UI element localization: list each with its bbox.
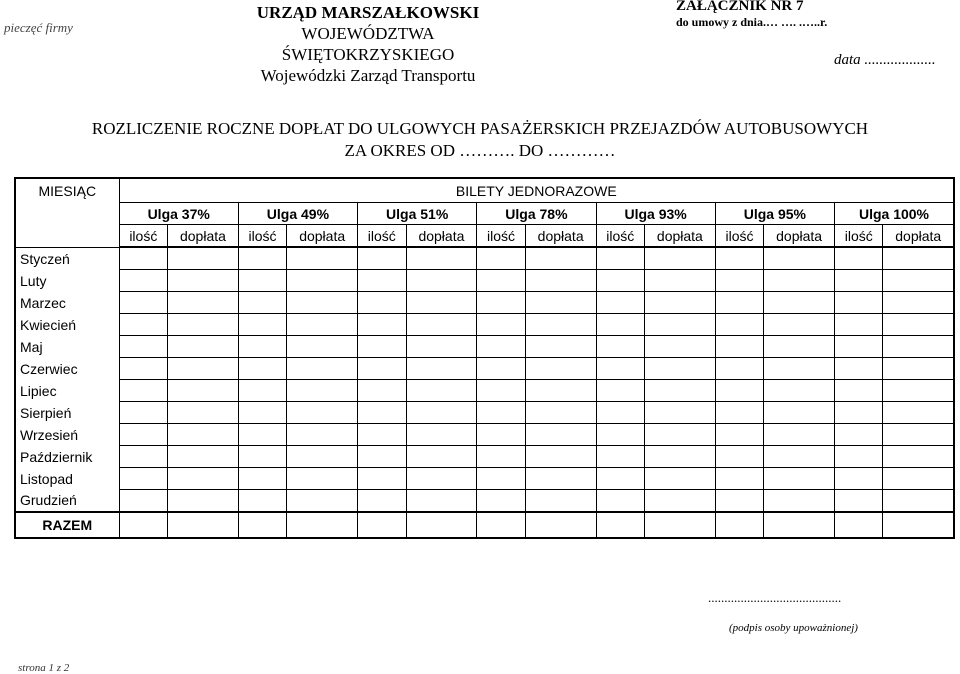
quantity-cell[interactable] bbox=[119, 424, 168, 446]
surcharge-cell[interactable] bbox=[406, 490, 477, 513]
quantity-cell[interactable] bbox=[834, 402, 883, 424]
surcharge-cell[interactable] bbox=[645, 490, 716, 513]
annex-info bbox=[676, 0, 827, 30]
month-row bbox=[15, 358, 954, 380]
quantity-cell[interactable] bbox=[834, 270, 883, 292]
quantity-cell[interactable] bbox=[715, 402, 764, 424]
surcharge-cell[interactable] bbox=[287, 247, 358, 270]
quantity-cell[interactable] bbox=[834, 314, 883, 336]
surcharge-subheader: dopłata bbox=[764, 225, 835, 248]
total-surcharge-cell[interactable] bbox=[168, 512, 239, 538]
quantity-subheader: ilość bbox=[119, 225, 168, 248]
surcharge-cell[interactable] bbox=[168, 314, 239, 336]
month-label: Listopad bbox=[15, 468, 119, 490]
quantity-cell[interactable] bbox=[834, 247, 883, 270]
quantity-cell[interactable] bbox=[477, 292, 526, 314]
quantity-cell[interactable] bbox=[596, 446, 645, 468]
month-label: Lipiec bbox=[15, 380, 119, 402]
quantity-cell[interactable] bbox=[834, 292, 883, 314]
surcharge-cell[interactable] bbox=[764, 380, 835, 402]
quantity-cell[interactable] bbox=[238, 380, 287, 402]
quantity-subheader: ilość bbox=[834, 225, 883, 248]
month-row bbox=[15, 490, 954, 513]
quantity-cell[interactable] bbox=[119, 314, 168, 336]
surcharge-cell[interactable] bbox=[525, 402, 596, 424]
month-row bbox=[15, 247, 954, 270]
quantity-cell[interactable] bbox=[596, 402, 645, 424]
surcharge-cell[interactable] bbox=[764, 424, 835, 446]
surcharge-cell[interactable] bbox=[883, 490, 954, 513]
header-row-subcolumns bbox=[15, 225, 954, 248]
total-quantity-cell[interactable] bbox=[119, 512, 168, 538]
surcharge-cell[interactable] bbox=[406, 358, 477, 380]
month-row bbox=[15, 314, 954, 336]
single-tickets-header: BILETY JEDNORAZOWE bbox=[119, 178, 954, 203]
quantity-cell[interactable] bbox=[715, 446, 764, 468]
quantity-cell[interactable] bbox=[358, 270, 407, 292]
month-header-spacer bbox=[15, 225, 119, 248]
surcharge-cell[interactable] bbox=[406, 314, 477, 336]
quantity-cell[interactable] bbox=[834, 446, 883, 468]
surcharge-cell[interactable] bbox=[645, 380, 716, 402]
surcharge-cell[interactable] bbox=[287, 358, 358, 380]
surcharge-cell[interactable] bbox=[406, 446, 477, 468]
quantity-subheader: ilość bbox=[596, 225, 645, 248]
discount-header: Ulga 100% bbox=[834, 203, 954, 225]
quantity-cell[interactable] bbox=[238, 358, 287, 380]
quantity-cell[interactable] bbox=[834, 468, 883, 490]
surcharge-cell[interactable] bbox=[525, 358, 596, 380]
quantity-cell[interactable] bbox=[477, 336, 526, 358]
surcharge-cell[interactable] bbox=[764, 490, 835, 513]
signature-line: ......................................... bbox=[708, 590, 842, 605]
surcharge-cell[interactable] bbox=[645, 424, 716, 446]
quantity-cell[interactable] bbox=[119, 468, 168, 490]
quantity-cell[interactable] bbox=[238, 336, 287, 358]
surcharge-cell[interactable] bbox=[168, 270, 239, 292]
quantity-cell[interactable] bbox=[477, 424, 526, 446]
surcharge-cell[interactable] bbox=[645, 292, 716, 314]
total-quantity-cell[interactable] bbox=[358, 512, 407, 538]
quantity-subheader: ilość bbox=[358, 225, 407, 248]
office-line-2: WOJEWÓDZTWA bbox=[301, 24, 435, 43]
month-label: Czerwiec bbox=[15, 358, 119, 380]
quantity-cell[interactable] bbox=[715, 358, 764, 380]
surcharge-cell[interactable] bbox=[406, 336, 477, 358]
total-quantity-cell[interactable] bbox=[477, 512, 526, 538]
quantity-subheader: ilość bbox=[477, 225, 526, 248]
surcharge-cell[interactable] bbox=[883, 358, 954, 380]
surcharge-cell[interactable] bbox=[287, 490, 358, 513]
surcharge-cell[interactable] bbox=[764, 468, 835, 490]
quantity-cell[interactable] bbox=[477, 402, 526, 424]
surcharge-cell[interactable] bbox=[764, 247, 835, 270]
month-row bbox=[15, 380, 954, 402]
page-number: strona 1 z 2 bbox=[18, 662, 70, 674]
surcharge-cell[interactable] bbox=[406, 424, 477, 446]
quantity-cell[interactable] bbox=[358, 446, 407, 468]
surcharge-cell[interactable] bbox=[168, 336, 239, 358]
quantity-cell[interactable] bbox=[596, 247, 645, 270]
quantity-cell[interactable] bbox=[834, 358, 883, 380]
surcharge-subheader: dopłata bbox=[168, 225, 239, 248]
month-label: Grudzień bbox=[15, 490, 119, 513]
total-surcharge-cell[interactable] bbox=[406, 512, 477, 538]
surcharge-cell[interactable] bbox=[287, 336, 358, 358]
surcharge-cell[interactable] bbox=[883, 380, 954, 402]
quantity-cell[interactable] bbox=[834, 380, 883, 402]
surcharge-cell[interactable] bbox=[764, 402, 835, 424]
office-line-4: Wojewódzki Zarząd Transportu bbox=[260, 66, 476, 85]
surcharge-cell[interactable] bbox=[764, 336, 835, 358]
surcharge-cell[interactable] bbox=[883, 446, 954, 468]
total-quantity-cell[interactable] bbox=[596, 512, 645, 538]
quantity-cell[interactable] bbox=[119, 490, 168, 513]
quantity-cell[interactable] bbox=[715, 314, 764, 336]
surcharge-cell[interactable] bbox=[645, 336, 716, 358]
surcharge-cell[interactable] bbox=[406, 402, 477, 424]
quantity-cell[interactable] bbox=[477, 380, 526, 402]
quantity-cell[interactable] bbox=[715, 424, 764, 446]
quantity-cell[interactable] bbox=[596, 380, 645, 402]
quantity-cell[interactable] bbox=[358, 314, 407, 336]
quantity-cell[interactable] bbox=[119, 358, 168, 380]
surcharge-cell[interactable] bbox=[883, 292, 954, 314]
quantity-cell[interactable] bbox=[238, 446, 287, 468]
surcharge-cell[interactable] bbox=[406, 292, 477, 314]
quantity-cell[interactable] bbox=[358, 380, 407, 402]
surcharge-cell[interactable] bbox=[764, 358, 835, 380]
surcharge-cell[interactable] bbox=[645, 314, 716, 336]
surcharge-cell[interactable] bbox=[883, 468, 954, 490]
surcharge-cell[interactable] bbox=[764, 446, 835, 468]
quantity-cell[interactable] bbox=[834, 336, 883, 358]
surcharge-cell[interactable] bbox=[406, 247, 477, 270]
settlement-table bbox=[14, 177, 955, 539]
surcharge-cell[interactable] bbox=[287, 468, 358, 490]
total-quantity-cell[interactable] bbox=[238, 512, 287, 538]
surcharge-cell[interactable] bbox=[645, 468, 716, 490]
surcharge-subheader: dopłata bbox=[645, 225, 716, 248]
quantity-cell[interactable] bbox=[238, 270, 287, 292]
header-row-discounts bbox=[15, 203, 954, 225]
surcharge-subheader: dopłata bbox=[883, 225, 954, 248]
total-surcharge-cell[interactable] bbox=[645, 512, 716, 538]
quantity-cell[interactable] bbox=[596, 292, 645, 314]
discount-header: Ulga 37% bbox=[119, 203, 238, 225]
quantity-cell[interactable] bbox=[238, 490, 287, 513]
quantity-cell[interactable] bbox=[358, 247, 407, 270]
quantity-cell[interactable] bbox=[596, 490, 645, 513]
quantity-cell[interactable] bbox=[358, 402, 407, 424]
surcharge-cell[interactable] bbox=[406, 270, 477, 292]
office-line-1: URZĄD MARSZAŁKOWSKI bbox=[256, 3, 480, 22]
surcharge-cell[interactable] bbox=[883, 314, 954, 336]
document-title bbox=[0, 118, 960, 162]
discount-header: Ulga 78% bbox=[477, 203, 596, 225]
surcharge-subheader: dopłata bbox=[525, 225, 596, 248]
quantity-cell[interactable] bbox=[119, 247, 168, 270]
quantity-cell[interactable] bbox=[238, 247, 287, 270]
total-surcharge-cell[interactable] bbox=[883, 512, 954, 538]
quantity-cell[interactable] bbox=[715, 468, 764, 490]
month-label: Maj bbox=[15, 336, 119, 358]
quantity-cell[interactable] bbox=[715, 380, 764, 402]
surcharge-cell[interactable] bbox=[168, 292, 239, 314]
quantity-cell[interactable] bbox=[477, 468, 526, 490]
quantity-cell[interactable] bbox=[715, 247, 764, 270]
surcharge-cell[interactable] bbox=[287, 446, 358, 468]
quantity-cell[interactable] bbox=[596, 314, 645, 336]
surcharge-subheader: dopłata bbox=[406, 225, 477, 248]
surcharge-cell[interactable] bbox=[168, 468, 239, 490]
quantity-cell[interactable] bbox=[119, 380, 168, 402]
surcharge-cell[interactable] bbox=[525, 292, 596, 314]
annex-title: ZAŁĄCZNIK NR 7 bbox=[676, 0, 804, 14]
month-label: Luty bbox=[15, 270, 119, 292]
surcharge-cell[interactable] bbox=[525, 468, 596, 490]
quantity-cell[interactable] bbox=[596, 358, 645, 380]
surcharge-cell[interactable] bbox=[525, 314, 596, 336]
surcharge-cell[interactable] bbox=[168, 402, 239, 424]
surcharge-cell[interactable] bbox=[287, 270, 358, 292]
quantity-cell[interactable] bbox=[119, 336, 168, 358]
title-line-2: ZA OKRES OD ………. DO ………… bbox=[344, 141, 616, 160]
quantity-cell[interactable] bbox=[238, 402, 287, 424]
signature-label: (podpis osoby upoważnionej) bbox=[729, 622, 858, 634]
total-row bbox=[15, 512, 954, 538]
title-line-1: ROZLICZENIE ROCZNE DOPŁAT DO ULGOWYCH PASAŻERSKICH PRZEJAZDÓW AUTOBUSOWYCH bbox=[91, 119, 869, 138]
surcharge-cell[interactable] bbox=[645, 402, 716, 424]
discount-header: Ulga 93% bbox=[596, 203, 715, 225]
surcharge-cell[interactable] bbox=[287, 380, 358, 402]
surcharge-cell[interactable] bbox=[168, 247, 239, 270]
quantity-cell[interactable] bbox=[119, 270, 168, 292]
annex-subtitle: do umowy z dnia.… …. .…..r. bbox=[676, 15, 828, 29]
office-line-3: ŚWIĘTOKRZYSKIEGO bbox=[281, 45, 455, 64]
month-row bbox=[15, 468, 954, 490]
surcharge-cell[interactable] bbox=[645, 247, 716, 270]
surcharge-cell[interactable] bbox=[883, 402, 954, 424]
quantity-cell[interactable] bbox=[358, 292, 407, 314]
month-row bbox=[15, 424, 954, 446]
quantity-cell[interactable] bbox=[596, 336, 645, 358]
quantity-cell[interactable] bbox=[477, 490, 526, 513]
surcharge-cell[interactable] bbox=[168, 424, 239, 446]
month-row bbox=[15, 336, 954, 358]
quantity-subheader: ilość bbox=[715, 225, 764, 248]
surcharge-cell[interactable] bbox=[525, 247, 596, 270]
quantity-cell[interactable] bbox=[477, 270, 526, 292]
quantity-cell[interactable] bbox=[596, 468, 645, 490]
surcharge-cell[interactable] bbox=[645, 358, 716, 380]
surcharge-cell[interactable] bbox=[525, 424, 596, 446]
quantity-cell[interactable] bbox=[477, 446, 526, 468]
issuing-office bbox=[218, 2, 518, 86]
quantity-cell[interactable] bbox=[238, 468, 287, 490]
quantity-cell[interactable] bbox=[477, 314, 526, 336]
discount-header: Ulga 49% bbox=[238, 203, 357, 225]
month-label: Marzec bbox=[15, 292, 119, 314]
surcharge-cell[interactable] bbox=[525, 270, 596, 292]
month-row bbox=[15, 402, 954, 424]
surcharge-cell[interactable] bbox=[287, 314, 358, 336]
surcharge-cell[interactable] bbox=[525, 446, 596, 468]
discount-header: Ulga 95% bbox=[715, 203, 834, 225]
surcharge-cell[interactable] bbox=[883, 270, 954, 292]
quantity-cell[interactable] bbox=[596, 424, 645, 446]
quantity-cell[interactable] bbox=[238, 292, 287, 314]
quantity-cell[interactable] bbox=[477, 247, 526, 270]
quantity-cell[interactable] bbox=[238, 314, 287, 336]
surcharge-cell[interactable] bbox=[168, 490, 239, 513]
month-label: Styczeń bbox=[15, 247, 119, 270]
total-surcharge-cell[interactable] bbox=[525, 512, 596, 538]
quantity-subheader: ilość bbox=[238, 225, 287, 248]
quantity-cell[interactable] bbox=[715, 490, 764, 513]
total-quantity-cell[interactable] bbox=[715, 512, 764, 538]
quantity-cell[interactable] bbox=[715, 270, 764, 292]
surcharge-cell[interactable] bbox=[764, 270, 835, 292]
quantity-cell[interactable] bbox=[119, 446, 168, 468]
discount-header: Ulga 51% bbox=[358, 203, 477, 225]
surcharge-cell[interactable] bbox=[645, 270, 716, 292]
total-surcharge-cell[interactable] bbox=[287, 512, 358, 538]
quantity-cell[interactable] bbox=[358, 358, 407, 380]
total-label: RAZEM bbox=[15, 512, 119, 538]
month-header-spacer bbox=[15, 203, 119, 225]
surcharge-subheader: dopłata bbox=[287, 225, 358, 248]
surcharge-cell[interactable] bbox=[168, 358, 239, 380]
month-column-header: MIESIĄC bbox=[15, 178, 119, 203]
surcharge-cell[interactable] bbox=[525, 336, 596, 358]
month-label: Wrzesień bbox=[15, 424, 119, 446]
quantity-cell[interactable] bbox=[358, 424, 407, 446]
surcharge-cell[interactable] bbox=[287, 424, 358, 446]
quantity-cell[interactable] bbox=[358, 468, 407, 490]
quantity-cell[interactable] bbox=[834, 424, 883, 446]
total-quantity-cell[interactable] bbox=[834, 512, 883, 538]
quantity-cell[interactable] bbox=[238, 424, 287, 446]
surcharge-cell[interactable] bbox=[406, 468, 477, 490]
surcharge-cell[interactable] bbox=[525, 490, 596, 513]
surcharge-cell[interactable] bbox=[168, 380, 239, 402]
quantity-cell[interactable] bbox=[596, 270, 645, 292]
month-row bbox=[15, 292, 954, 314]
surcharge-cell[interactable] bbox=[883, 336, 954, 358]
month-label: Kwiecień bbox=[15, 314, 119, 336]
quantity-cell[interactable] bbox=[119, 292, 168, 314]
surcharge-cell[interactable] bbox=[287, 402, 358, 424]
month-row bbox=[15, 270, 954, 292]
month-row bbox=[15, 446, 954, 468]
quantity-cell[interactable] bbox=[119, 402, 168, 424]
month-label: Październik bbox=[15, 446, 119, 468]
date-field: data ................... bbox=[834, 52, 936, 68]
quantity-cell[interactable] bbox=[477, 358, 526, 380]
header-row-group bbox=[15, 178, 954, 203]
surcharge-cell[interactable] bbox=[883, 247, 954, 270]
quantity-cell[interactable] bbox=[358, 490, 407, 513]
company-stamp-placeholder: pieczęć firmy bbox=[4, 20, 73, 35]
quantity-cell[interactable] bbox=[358, 336, 407, 358]
total-surcharge-cell[interactable] bbox=[764, 512, 835, 538]
surcharge-cell[interactable] bbox=[406, 380, 477, 402]
surcharge-cell[interactable] bbox=[287, 292, 358, 314]
quantity-cell[interactable] bbox=[715, 336, 764, 358]
surcharge-cell[interactable] bbox=[645, 446, 716, 468]
surcharge-cell[interactable] bbox=[764, 314, 835, 336]
surcharge-cell[interactable] bbox=[883, 424, 954, 446]
quantity-cell[interactable] bbox=[715, 292, 764, 314]
surcharge-cell[interactable] bbox=[525, 380, 596, 402]
quantity-cell[interactable] bbox=[834, 490, 883, 513]
surcharge-cell[interactable] bbox=[764, 292, 835, 314]
month-label: Sierpień bbox=[15, 402, 119, 424]
surcharge-cell[interactable] bbox=[168, 446, 239, 468]
